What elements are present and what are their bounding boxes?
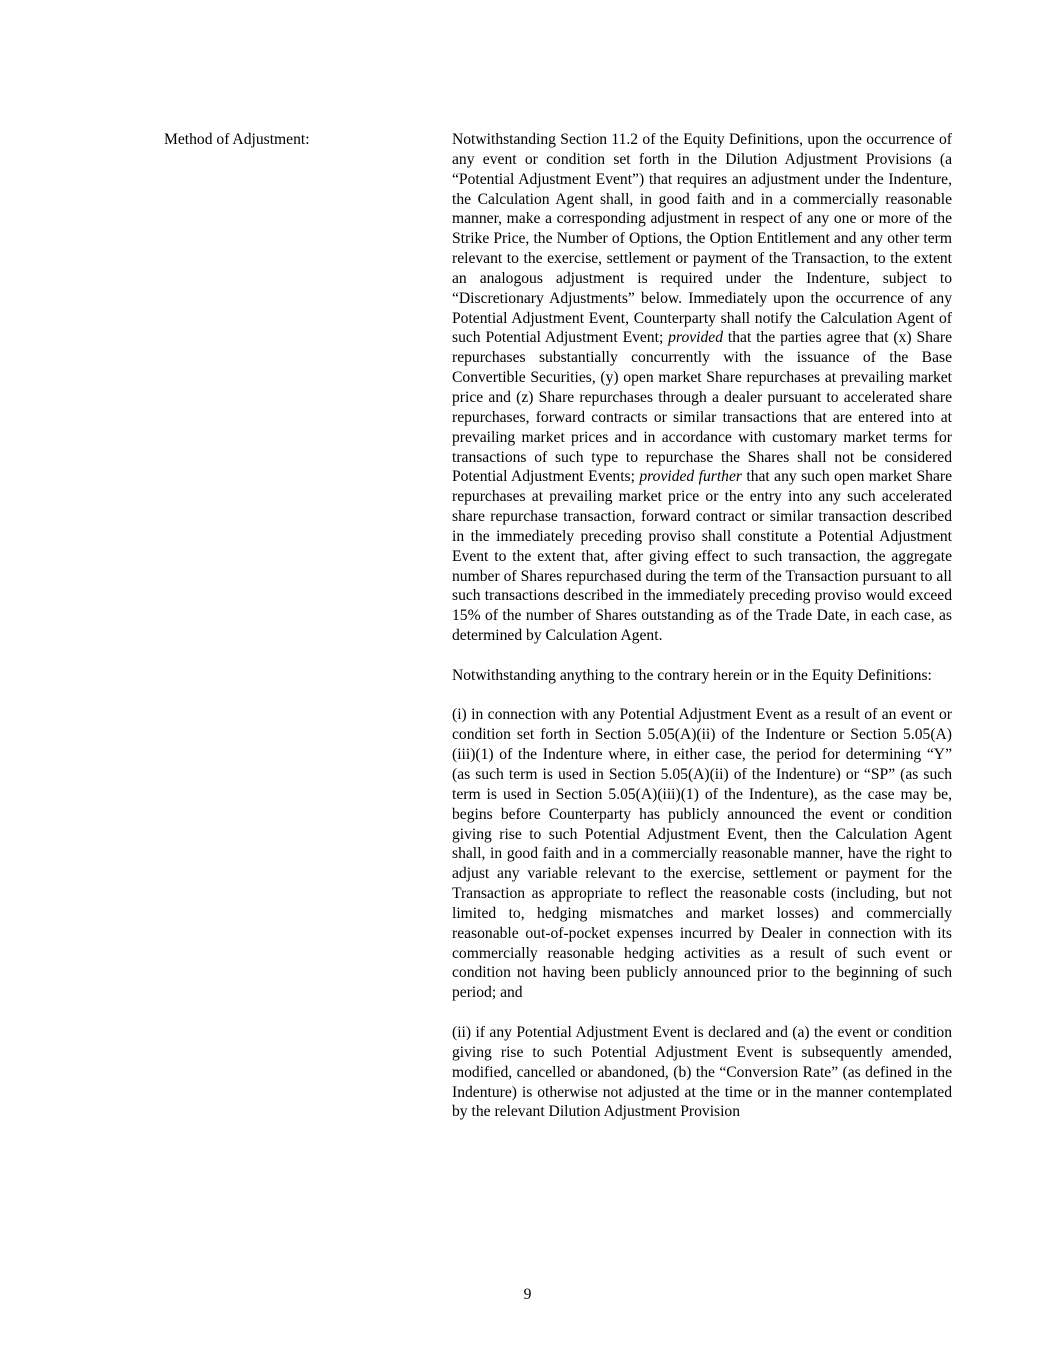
paragraph-notwithstanding: Notwithstanding anything to the contrary herein or in the Equity Definitions: [452,666,932,684]
italic-provided-further: provided further [639,468,742,486]
paragraph-text: Notwithstanding Section 11.2 of the Equity Definitions, upon the occurrence of any event or condition set forth in the Dilution Adjustment Provisions (a “Potential Adjustment Event”) that requires an adjustment under the Indenture, the Calculation Agent shall, in good faith and in a commercially reasonable manner, make a corresponding adjustment in respect of any one or more of the Strike Price, the Number of Options, the Option Entitlement and any other term relevant to the exercise, settlement or payment of the Transaction, to the extent an analogous adjustment is required under the Indenture, subject to “Discretionary Adjustments” below. Immediately upon the occurrence of any Potential Adjustment Event, Counterparty shall notify the Calculation Agent of such Potential Adjustment Event; [452,131,952,347]
term-body-method-of-adjustment [452,130,952,1122]
paragraph-clause-i: (i) in connection with any Potential Adjustment Event as a result of an event or condition set forth in Section 5.05(A)(ii) of the Indenture or Section 5.05(A)(iii)(1) of the Indenture where, in either case, the period for determining “Y” (as such term is used in Section 5.05(A)(ii) of the Indenture) or “SP” (as such term is used in Section 5.05(A)(iii)(1) of the Indenture), as the case may be, begins before Counterparty has publicly announced the event or condition giving rise to such Potential Adjustment Event, then the Calculation Agent shall, in good faith and in a commercially reasonable manner, have the right to adjust any variable relevant to the exercise, settlement or payment for the Transaction as appropriate to reflect the reasonable costs (including, but not limited to, hedging mismatches and market losses) and commercially reasonable out-of-pocket expenses incurred by Dealer in connection with its commercially reasonable hedging activities as a result of such event or condition not having been publicly announced prior to the beginning of such period; and [452,706,952,1002]
paragraph-potential-adjustment-event [452,130,952,646]
page-number: 9 [523,1286,532,1303]
term-label-method-of-adjustment: Method of Adjustment: [164,131,310,148]
paragraph-clause-ii: (ii) if any Potential Adjustment Event is declared and (a) the event or condition giving rise to such Potential Adjustment Event is subsequently amended, modified, cancelled or abandoned, (b) the “Conversion Rate” (as defined in the Indenture) is otherwise not adjusted at the time or in the manner contemplated by the relevant Dilution Adjustment Provision [452,1023,952,1121]
italic-provided: provided [668,329,724,347]
paragraph-text: that any such open market Share repurchases at prevailing market price or the entry into any such accelerated share repurchase transaction, forward contract or similar transaction described in the immediately preceding proviso shall constitute a Potential Adjustment Event to the extent that, after giving effect to such transaction, the aggregate number of Shares repurchased during the term of the Transaction pursuant to all such transactions described in the immediately preceding proviso would exceed 15% of the number of Shares outstanding as of the Trade Date, in each case, as determined by Calculation Agent. [452,468,953,645]
paragraph-text: that the parties agree that (x) Share repurchases substantially concurrently with the issuance of the Base Convertible Securities, (y) open market Share repurchases at prevailing market price and (z) Share repurchases through a dealer pursuant to accelerated share repurchases, forward contracts or similar transactions that are entered into at prevailing market prices and in accordance with customary market terms for transactions of such type to repurchase the Shares shall not be considered Potential Adjustment Events; [452,329,952,486]
